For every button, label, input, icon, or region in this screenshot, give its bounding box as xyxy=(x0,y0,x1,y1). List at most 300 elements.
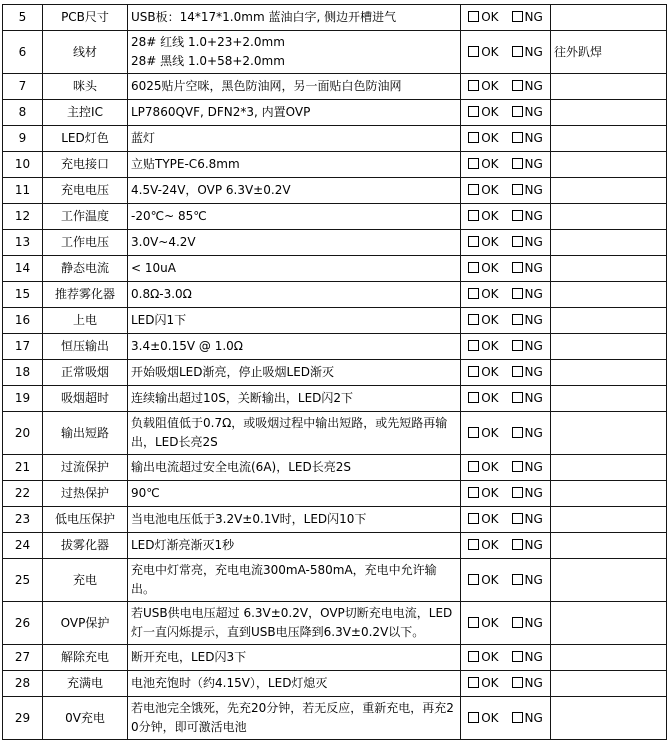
ng-label: NG xyxy=(524,365,543,379)
item-name: 恒压输出 xyxy=(43,334,128,360)
ok-checkbox[interactable] xyxy=(468,648,498,667)
item-name: LED灯色 xyxy=(43,126,128,152)
ng-checkbox[interactable] xyxy=(512,129,543,148)
item-description: LP7860QVF, DFN2*3, 内置OVP xyxy=(128,100,461,126)
ok-label: OK xyxy=(481,131,499,145)
ok-label: OK xyxy=(481,615,499,630)
table-row xyxy=(3,204,667,230)
checkbox-icon xyxy=(468,210,479,221)
ok-label: OK xyxy=(481,425,499,440)
checkbox-icon xyxy=(468,106,479,117)
ok-ng-cell xyxy=(461,481,551,507)
checkbox-icon xyxy=(512,487,523,498)
checkbox-icon xyxy=(512,677,523,688)
row-number: 18 xyxy=(3,360,43,386)
item-description: LED灯渐亮渐灭1秒 xyxy=(128,533,461,559)
item-name: OVP保护 xyxy=(43,602,128,645)
ok-checkbox[interactable] xyxy=(468,103,498,122)
ng-checkbox[interactable] xyxy=(512,103,543,122)
row-number: 15 xyxy=(3,282,43,308)
checkbox-icon xyxy=(468,132,479,143)
item-name: 过热保护 xyxy=(43,481,128,507)
table-row xyxy=(3,671,667,697)
checkbox-icon xyxy=(512,80,523,91)
ng-label: NG xyxy=(524,538,543,552)
item-description: < 10uA xyxy=(128,256,461,282)
ok-label: OK xyxy=(481,209,499,223)
ok-checkbox[interactable] xyxy=(468,674,498,693)
ng-checkbox[interactable] xyxy=(512,207,543,226)
ok-ng-cell xyxy=(461,204,551,230)
row-number: 24 xyxy=(3,533,43,559)
ok-checkbox[interactable] xyxy=(468,337,498,356)
ok-checkbox[interactable] xyxy=(468,536,498,555)
ok-ng-cell xyxy=(461,697,551,740)
checkbox-icon xyxy=(512,539,523,550)
row-number: 23 xyxy=(3,507,43,533)
ok-label: OK xyxy=(481,460,499,474)
ok-checkbox[interactable] xyxy=(468,424,498,443)
ok-checkbox[interactable] xyxy=(468,709,498,728)
ok-ng-cell xyxy=(461,386,551,412)
remark-cell xyxy=(551,412,667,455)
checkbox-icon xyxy=(468,288,479,299)
checkbox-icon xyxy=(512,132,523,143)
ok-ng-cell xyxy=(461,334,551,360)
ok-label: OK xyxy=(481,512,499,526)
checkbox-icon xyxy=(512,340,523,351)
checkbox-icon xyxy=(468,677,479,688)
checkbox-icon xyxy=(468,427,479,438)
remark-cell xyxy=(551,152,667,178)
ng-checkbox[interactable] xyxy=(512,337,543,356)
table-row xyxy=(3,559,667,602)
item-description: 输出电流超过安全电流(6A)，LED长亮2S xyxy=(128,455,461,481)
checkbox-icon xyxy=(512,712,523,723)
item-description: 3.4±0.15V @ 1.0Ω xyxy=(128,334,461,360)
checkbox-icon xyxy=(512,651,523,662)
item-name: 拔雾化器 xyxy=(43,533,128,559)
ng-label: NG xyxy=(524,261,543,275)
item-name: 0V充电 xyxy=(43,697,128,740)
item-name: 静态电流 xyxy=(43,256,128,282)
item-description: 蓝灯 xyxy=(128,126,461,152)
checkbox-icon xyxy=(512,46,523,57)
spec-table xyxy=(2,4,667,740)
ok-label: OK xyxy=(481,79,499,93)
ng-label: NG xyxy=(524,79,543,93)
ok-checkbox[interactable] xyxy=(468,510,498,529)
ok-checkbox[interactable] xyxy=(468,129,498,148)
ok-label: OK xyxy=(481,365,499,379)
ng-label: NG xyxy=(524,460,543,474)
item-description: 开始吸烟LED渐亮，停止吸烟LED渐灭 xyxy=(128,360,461,386)
remark-cell xyxy=(551,559,667,602)
checkbox-icon xyxy=(468,392,479,403)
ok-ng-cell xyxy=(461,602,551,645)
ok-ng-cell xyxy=(461,31,551,74)
ok-label: OK xyxy=(481,183,499,197)
table-row xyxy=(3,334,667,360)
item-description: 负载阻值低于0.7Ω，或吸烟过程中输出短路，或先短路再输出，LED长亮2S xyxy=(128,412,461,455)
ok-checkbox[interactable] xyxy=(468,233,498,252)
ng-label: NG xyxy=(524,391,543,405)
item-name: PCB尺寸 xyxy=(43,5,128,31)
item-description: 立贴TYPE-C6.8mm xyxy=(128,152,461,178)
ng-label: NG xyxy=(524,650,543,664)
row-number: 25 xyxy=(3,559,43,602)
ok-ng-cell xyxy=(461,412,551,455)
ng-checkbox[interactable] xyxy=(512,709,543,728)
row-number: 13 xyxy=(3,230,43,256)
checkbox-icon xyxy=(512,314,523,325)
item-name: 正常吸烟 xyxy=(43,360,128,386)
checkbox-icon xyxy=(468,513,479,524)
checkbox-icon xyxy=(468,314,479,325)
checkbox-icon xyxy=(468,262,479,273)
checkbox-icon xyxy=(512,106,523,117)
ng-label: NG xyxy=(524,512,543,526)
ng-checkbox[interactable] xyxy=(512,155,543,174)
ok-label: OK xyxy=(481,391,499,405)
item-description: 若电池完全饿死，先充20分钟，若无反应，重新充电，再充20分钟，即可激活电池 xyxy=(128,697,461,740)
checkbox-icon xyxy=(512,236,523,247)
ok-ng-cell xyxy=(461,455,551,481)
ng-checkbox[interactable] xyxy=(512,424,543,443)
table-row xyxy=(3,308,667,334)
remark-cell xyxy=(551,360,667,386)
checkbox-icon xyxy=(512,262,523,273)
row-number: 28 xyxy=(3,671,43,697)
item-name: 解除充电 xyxy=(43,645,128,671)
remark-cell xyxy=(551,126,667,152)
checkbox-icon xyxy=(468,487,479,498)
table-row xyxy=(3,152,667,178)
ng-label: NG xyxy=(524,183,543,197)
ng-checkbox[interactable] xyxy=(512,233,543,252)
row-number: 12 xyxy=(3,204,43,230)
ok-ng-cell xyxy=(461,74,551,100)
checkbox-icon xyxy=(512,210,523,221)
checkbox-icon xyxy=(468,712,479,723)
ok-label: OK xyxy=(481,572,499,587)
checkbox-icon xyxy=(512,158,523,169)
table-row xyxy=(3,5,667,31)
table-row xyxy=(3,126,667,152)
ok-ng-cell xyxy=(461,308,551,334)
ok-ng-cell xyxy=(461,230,551,256)
ok-checkbox[interactable] xyxy=(468,389,498,408)
checkbox-icon xyxy=(468,11,479,22)
ok-checkbox[interactable] xyxy=(468,363,498,382)
item-name: 低电压保护 xyxy=(43,507,128,533)
ng-label: NG xyxy=(524,44,543,59)
item-name: 吸烟超时 xyxy=(43,386,128,412)
ng-checkbox[interactable] xyxy=(512,181,543,200)
ng-label: NG xyxy=(524,10,543,24)
ok-ng-cell xyxy=(461,256,551,282)
item-description: USB板：14*17*1.0mm 蓝油白字, 侧边开槽进气 xyxy=(128,5,461,31)
ng-checkbox[interactable] xyxy=(512,614,543,633)
ok-ng-cell xyxy=(461,5,551,31)
ng-checkbox[interactable] xyxy=(512,259,543,278)
ok-ng-cell xyxy=(461,282,551,308)
item-name: 上电 xyxy=(43,308,128,334)
checkbox-icon xyxy=(512,184,523,195)
ok-checkbox[interactable] xyxy=(468,8,498,27)
ng-checkbox[interactable] xyxy=(512,389,543,408)
ok-checkbox[interactable] xyxy=(468,207,498,226)
ng-label: NG xyxy=(524,710,543,725)
row-number: 27 xyxy=(3,645,43,671)
remark-cell xyxy=(551,308,667,334)
ok-checkbox[interactable] xyxy=(468,458,498,477)
ng-checkbox[interactable] xyxy=(512,77,543,96)
row-number: 29 xyxy=(3,697,43,740)
remark-cell xyxy=(551,671,667,697)
spec-sheet xyxy=(2,4,667,740)
checkbox-icon xyxy=(512,288,523,299)
ok-label: OK xyxy=(481,538,499,552)
row-number: 20 xyxy=(3,412,43,455)
row-number: 10 xyxy=(3,152,43,178)
checkbox-icon xyxy=(468,617,479,628)
ok-checkbox[interactable] xyxy=(468,285,498,304)
ok-checkbox[interactable] xyxy=(468,43,498,62)
remark-cell xyxy=(551,5,667,31)
item-name: 咪头 xyxy=(43,74,128,100)
checkbox-icon xyxy=(468,366,479,377)
item-description: LED闪1下 xyxy=(128,308,461,334)
item-name: 推荐雾化器 xyxy=(43,282,128,308)
table-row xyxy=(3,256,667,282)
remark-cell xyxy=(551,282,667,308)
ng-checkbox[interactable] xyxy=(512,510,543,529)
remark-cell: 往外趴焊 xyxy=(551,31,667,74)
table-row xyxy=(3,455,667,481)
row-number: 9 xyxy=(3,126,43,152)
table-row xyxy=(3,360,667,386)
ng-label: NG xyxy=(524,615,543,630)
remark-cell xyxy=(551,74,667,100)
item-description: 若USB供电电压超过 6.3V±0.2V，OVP切断充电电流，LED灯一直闪烁提示，直到USB电压降到6.3V±0.2V以下。 xyxy=(128,602,461,645)
row-number: 6 xyxy=(3,31,43,74)
row-number: 26 xyxy=(3,602,43,645)
remark-cell xyxy=(551,481,667,507)
ok-ng-cell xyxy=(461,645,551,671)
ok-label: OK xyxy=(481,650,499,664)
ok-ng-cell xyxy=(461,152,551,178)
ng-label: NG xyxy=(524,676,543,690)
ng-checkbox[interactable] xyxy=(512,285,543,304)
item-description: 6025贴片空咪，黑色防油网，另一面贴白色防油网 xyxy=(128,74,461,100)
ng-checkbox[interactable] xyxy=(512,484,543,503)
remark-cell xyxy=(551,386,667,412)
ok-checkbox[interactable] xyxy=(468,259,498,278)
ok-checkbox[interactable] xyxy=(468,181,498,200)
ng-checkbox[interactable] xyxy=(512,536,543,555)
remark-cell xyxy=(551,256,667,282)
row-number: 19 xyxy=(3,386,43,412)
ng-checkbox[interactable] xyxy=(512,458,543,477)
remark-cell xyxy=(551,602,667,645)
row-number: 11 xyxy=(3,178,43,204)
remark-cell xyxy=(551,507,667,533)
ok-checkbox[interactable] xyxy=(468,77,498,96)
checkbox-icon xyxy=(512,427,523,438)
ok-ng-cell xyxy=(461,507,551,533)
ng-label: NG xyxy=(524,105,543,119)
table-row xyxy=(3,507,667,533)
ng-label: NG xyxy=(524,425,543,440)
ok-label: OK xyxy=(481,44,499,59)
item-description: -20℃~ 85℃ xyxy=(128,204,461,230)
checkbox-icon xyxy=(468,184,479,195)
ok-ng-cell xyxy=(461,533,551,559)
row-number: 14 xyxy=(3,256,43,282)
ok-ng-cell xyxy=(461,178,551,204)
checkbox-icon xyxy=(512,574,523,585)
item-description: 断开充电，LED闪3下 xyxy=(128,645,461,671)
ok-ng-cell xyxy=(461,559,551,602)
row-number: 16 xyxy=(3,308,43,334)
table-row xyxy=(3,412,667,455)
ok-label: OK xyxy=(481,313,499,327)
ng-label: NG xyxy=(524,486,543,500)
ng-label: NG xyxy=(524,313,543,327)
ng-label: NG xyxy=(524,572,543,587)
ok-label: OK xyxy=(481,10,499,24)
ok-checkbox[interactable] xyxy=(468,155,498,174)
checkbox-icon xyxy=(468,539,479,550)
row-number: 22 xyxy=(3,481,43,507)
ng-label: NG xyxy=(524,235,543,249)
table-row xyxy=(3,100,667,126)
checkbox-icon xyxy=(512,513,523,524)
ok-checkbox[interactable] xyxy=(468,571,498,590)
ok-label: OK xyxy=(481,486,499,500)
table-row xyxy=(3,602,667,645)
ng-label: NG xyxy=(524,287,543,301)
table-row xyxy=(3,31,667,74)
checkbox-icon xyxy=(468,80,479,91)
checkbox-icon xyxy=(512,617,523,628)
remark-cell xyxy=(551,100,667,126)
checkbox-icon xyxy=(512,11,523,22)
remark-cell xyxy=(551,230,667,256)
ng-checkbox[interactable] xyxy=(512,648,543,667)
table-row xyxy=(3,178,667,204)
ok-checkbox[interactable] xyxy=(468,484,498,503)
item-name: 主控IC xyxy=(43,100,128,126)
table-row xyxy=(3,481,667,507)
item-description: 当电池电压低于3.2V±0.1V时，LED闪10下 xyxy=(128,507,461,533)
row-number: 7 xyxy=(3,74,43,100)
checkbox-icon xyxy=(468,236,479,247)
ng-checkbox[interactable] xyxy=(512,43,543,62)
ok-label: OK xyxy=(481,287,499,301)
table-row xyxy=(3,697,667,740)
remark-cell xyxy=(551,697,667,740)
ok-label: OK xyxy=(481,105,499,119)
remark-cell xyxy=(551,204,667,230)
ok-label: OK xyxy=(481,676,499,690)
item-name: 过流保护 xyxy=(43,455,128,481)
table-row xyxy=(3,74,667,100)
item-description: 4.5V-24V，OVP 6.3V±0.2V xyxy=(128,178,461,204)
item-name: 充电 xyxy=(43,559,128,602)
ok-label: OK xyxy=(481,235,499,249)
table-row xyxy=(3,386,667,412)
table-row xyxy=(3,533,667,559)
item-description: 3.0V~4.2V xyxy=(128,230,461,256)
ok-label: OK xyxy=(481,157,499,171)
row-number: 8 xyxy=(3,100,43,126)
ng-label: NG xyxy=(524,209,543,223)
ng-checkbox[interactable] xyxy=(512,8,543,27)
ng-checkbox[interactable] xyxy=(512,674,543,693)
ng-label: NG xyxy=(524,157,543,171)
ok-ng-cell xyxy=(461,126,551,152)
spec-table-body xyxy=(3,5,667,740)
ng-checkbox[interactable] xyxy=(512,363,543,382)
item-description: 90℃ xyxy=(128,481,461,507)
ng-label: NG xyxy=(524,131,543,145)
ng-checkbox[interactable] xyxy=(512,571,543,590)
item-name: 线材 xyxy=(43,31,128,74)
ok-label: OK xyxy=(481,339,499,353)
ok-ng-cell xyxy=(461,100,551,126)
item-description: 连续输出超过10S，关断输出，LED闪2下 xyxy=(128,386,461,412)
item-description: 充电中灯常亮，充电电流300mA-580mA，充电中允许输出。 xyxy=(128,559,461,602)
remark-cell xyxy=(551,455,667,481)
row-number: 5 xyxy=(3,5,43,31)
remark-cell xyxy=(551,533,667,559)
ok-ng-cell xyxy=(461,360,551,386)
table-row xyxy=(3,230,667,256)
checkbox-icon xyxy=(512,461,523,472)
item-name: 工作温度 xyxy=(43,204,128,230)
item-name: 工作电压 xyxy=(43,230,128,256)
checkbox-icon xyxy=(468,340,479,351)
ng-checkbox[interactable] xyxy=(512,311,543,330)
ok-checkbox[interactable] xyxy=(468,614,498,633)
checkbox-icon xyxy=(468,651,479,662)
item-description: 0.8Ω-3.0Ω xyxy=(128,282,461,308)
remark-cell xyxy=(551,178,667,204)
ok-checkbox[interactable] xyxy=(468,311,498,330)
item-name: 输出短路 xyxy=(43,412,128,455)
checkbox-icon xyxy=(468,158,479,169)
item-name: 充满电 xyxy=(43,671,128,697)
checkbox-icon xyxy=(512,366,523,377)
checkbox-icon xyxy=(512,392,523,403)
remark-cell xyxy=(551,334,667,360)
item-name: 充电接口 xyxy=(43,152,128,178)
ng-label: NG xyxy=(524,339,543,353)
ok-label: OK xyxy=(481,261,499,275)
checkbox-icon xyxy=(468,46,479,57)
table-row xyxy=(3,645,667,671)
checkbox-icon xyxy=(468,461,479,472)
checkbox-icon xyxy=(468,574,479,585)
table-row xyxy=(3,282,667,308)
item-description: 电池充饱时（约4.15V），LED灯熄灭 xyxy=(128,671,461,697)
ok-label: OK xyxy=(481,710,499,725)
row-number: 21 xyxy=(3,455,43,481)
ok-ng-cell xyxy=(461,671,551,697)
remark-cell xyxy=(551,645,667,671)
